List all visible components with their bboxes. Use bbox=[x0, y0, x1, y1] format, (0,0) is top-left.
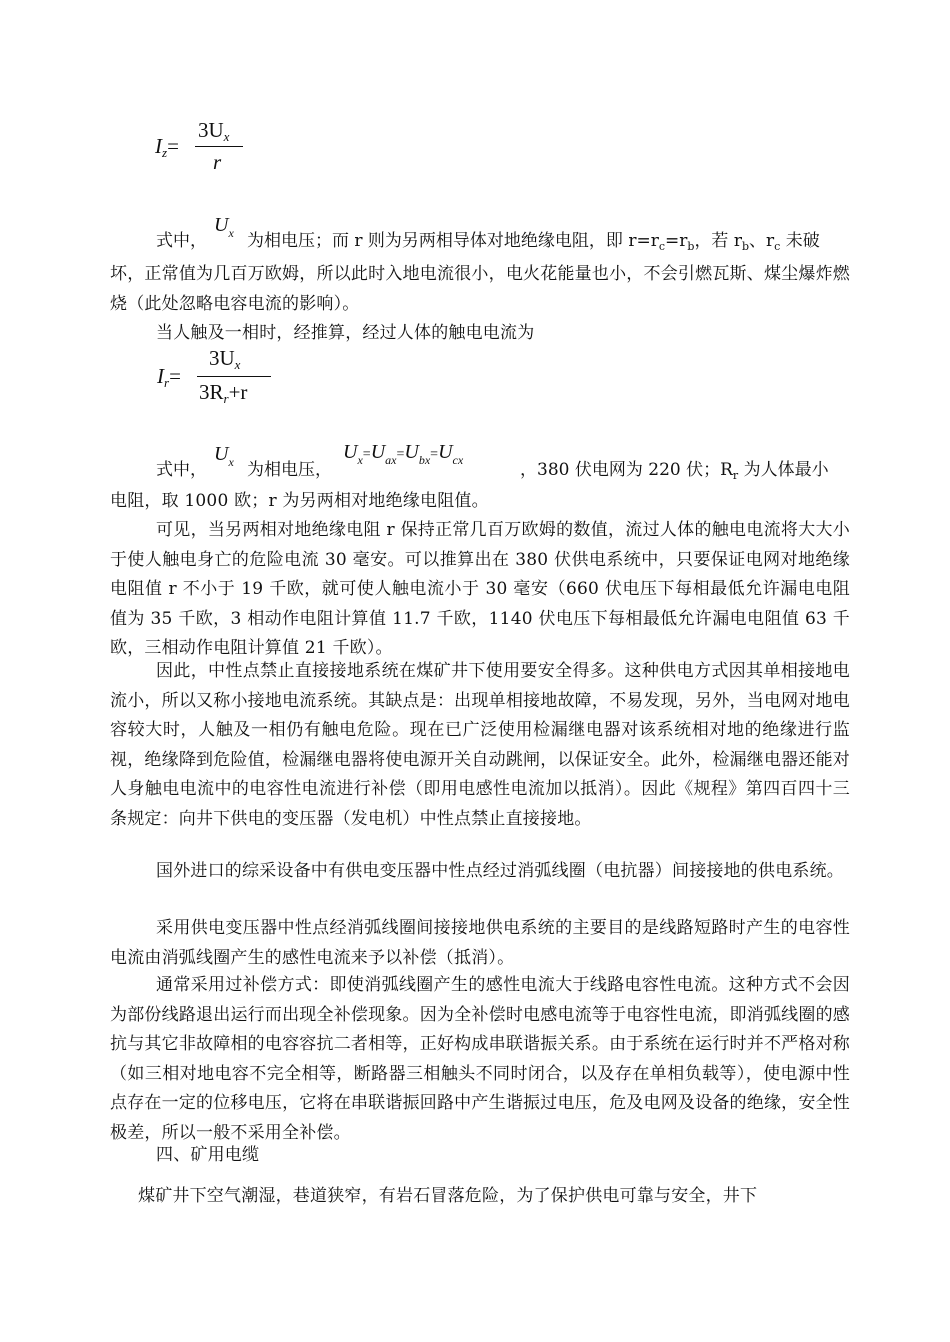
paragraph-i: 煤矿井下空气潮湿，巷道狭窄，有岩石冒落危险，为了保护供电可靠与安全，井下 bbox=[138, 1186, 758, 1206]
paragraph-g: 采用供电变压器中性点经消弧线圈间接接地供电系统的主要目的是线路短路时产生的电容性电流由消弧线圈产生的感性电流来予以补偿（抵消）。 bbox=[110, 918, 850, 968]
formula-iz-numerator: $3U_x$ bbox=[198, 118, 230, 144]
fraction-bar bbox=[197, 376, 271, 377]
inline-ux-2: $U_x$ bbox=[214, 443, 234, 469]
formula-iz-lhs: $I_z=$ bbox=[155, 134, 179, 160]
formula-ir-numerator: $3U_x$ bbox=[209, 346, 241, 372]
formula-ir-denominator: $3R_r+r$ bbox=[199, 380, 248, 406]
section-heading-mining-cable: 四、矿用电缆 bbox=[156, 1145, 260, 1165]
paragraph-d: 可见，当另两相对地绝缘电阻 r 保持正常几百万欧姆的数值，流过人体的触电电流将大大小于使人触电身亡的危险电流 30 毫安。可以推算出在 380 伏供电系统中，只要保证电网对地绝缘电阻值 r 不小于 19 千欧，就可使人触电流小于 30 毫安（660 伏电压下每相最低允许漏电电阻值为 35 千欧，3 相动作电阻计算值 11.7 千欧，1140 伏电压下每相最低允许漏电电阻值 63 千欧，三相动作电阻计算值 21 千欧）。 bbox=[110, 520, 850, 658]
line-ux-phase-text: 为相电压， bbox=[247, 460, 332, 480]
paragraph-c-continuation: 电阻，取 1000 欧；r 为另两相对地绝缘电阻值。 bbox=[110, 491, 489, 511]
paragraph-f: 国外进口的综采设备中有供电变压器中性点经过消弧线圈（电抗器）间接接地的供电系统。 bbox=[156, 861, 844, 881]
paragraph-b: 当人触及一相时，经推算，经过人体的触电电流为 bbox=[156, 323, 535, 343]
formula-ir-lhs: $I_r=$ bbox=[157, 364, 181, 390]
inline-ux: $U_x$ bbox=[214, 214, 234, 240]
line-ux-rest: 为相电压；而 r 则为另两相导体对地绝缘电阻，即 $r=r_c=r_b$，若 $r_b$、$r_c$ 未破 bbox=[247, 231, 820, 253]
paragraph-e: 因此，中性点禁止直接接地系统在煤矿井下使用要安全得多。这种供电方式因其单相接地电流小，所以又称小接地电流系统。其缺点是：出现单相接地故障，不易发现，另外，当电网对地电容较大时，人触及一相仍有触电危险。现在已广泛使用检漏继电器对该系统相对地的绝缘进行监视，绝缘降到危险值，检漏继电器将使电源开关自动跳闸，以保证安全。此外，检漏继电器还能对人身触电电流中的电容性电流进行补偿（即用电感性电流加以抵消）。因此《规程》第四百四十三条规定：向井下供电的变压器（发电机）中性点禁止直接接地。 bbox=[110, 661, 850, 829]
paragraph-a-continuation: 坏，正常值为几百万欧姆，所以此时入地电流很小，电火花能量也小，不会引燃瓦斯、煤尘爆炸燃烧（此处忽略电容电流的影响）。 bbox=[110, 264, 850, 314]
line-ux-definition: 式中， bbox=[156, 231, 207, 251]
formula-iz-denominator: r bbox=[213, 150, 222, 174]
fraction-bar bbox=[195, 146, 243, 147]
line-voltage-rest: ，380 伏电网为 220 伏；$R_r$ 为人体最小 bbox=[520, 460, 829, 482]
line-ux-phase: 式中， bbox=[156, 460, 207, 480]
inline-phase-voltages: $U_x=U_{ax}=U_{bx}=U_{cx}$ bbox=[343, 441, 464, 467]
paragraph-h: 通常采用过补偿方式：即使消弧线圈产生的感性电流大于线路电容性电流。这种方式不会因为部份线路退出运行而出现全补偿现象。因为全补偿时电感电流等于电容性电流，即消弧线圈的感抗与其它非故障相的电容容抗二者相等，正好构成串联谐振关系。由于系统在运行时并不严格对称（如三相对地电容不完全相等，断路器三相触头不同时闭合，以及存在单相负载等），使电源中性点存在一定的位移电压，它将在串联谐振回路中产生谐振过电压，危及电网及设备的绝缘，安全性极差，所以一般不采用全补偿。 bbox=[110, 975, 850, 1143]
